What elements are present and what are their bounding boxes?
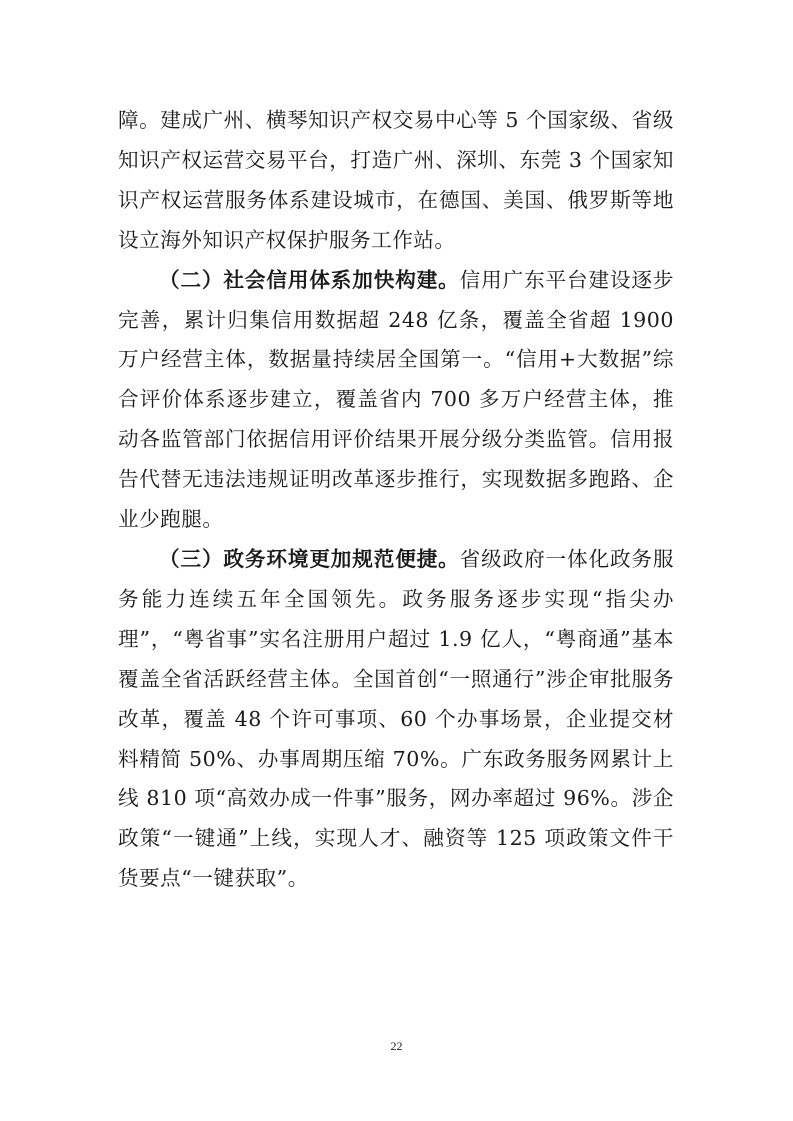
document-body (118, 101, 674, 899)
section-heading-government-services: （三）政务环境更加规范便捷。 (159, 546, 460, 571)
paragraph-text: 障。建成广州、横琴知识产权交易中心等 5 个国家级、省级知识产权运营交易平台，打造广州、深圳、东莞 3 个国家知识产权运营服务体系建设城市，在德国、美国、俄罗斯等地设立海外知识产权保护服务工作站。 (118, 108, 674, 252)
paragraph-text: 信用广东平台建设逐步完善，累计归集信用数据超 248 亿条，覆盖全省超 1900 万户经营主体，数据量持续居全国第一。“信用+大数据”综合评价体系逐步建立，覆盖省内 700 多万户经营主体，推动各监管部门依据信用评价结果开展分级分类监管。信用报告代替无违法违规证明改革逐步推行，实现数据多跑路、企业少跑腿。 (118, 267, 675, 532)
paragraph-government-services (118, 540, 674, 899)
section-heading-social-credit: （二）社会信用体系加快构建。 (159, 267, 460, 292)
paragraph-text: 省级政府一体化政务服务能力连续五年全国领先。政务服务逐步实现“指尖办理”，“粤省事”实名注册用户超过 1.9 亿人，“粤商通”基本覆盖全省活跃经营主体。全国首创“一照通行”涉企审批服务改革，覆盖 48 个许可事项、60 个办事场景，企业提交材料精简 50%、办事周期压缩 70%。广东政务服务网累计上线 810 项“高效办成一件事”服务，网办率超过 96%。涉企政策“一键通”上线，实现人才、融资等 125 项政策文件干货要点“一键获取”。 (118, 546, 675, 891)
paragraph-social-credit (118, 261, 674, 540)
paragraph-continuation (118, 101, 674, 261)
page-number: 22 (390, 1039, 403, 1053)
